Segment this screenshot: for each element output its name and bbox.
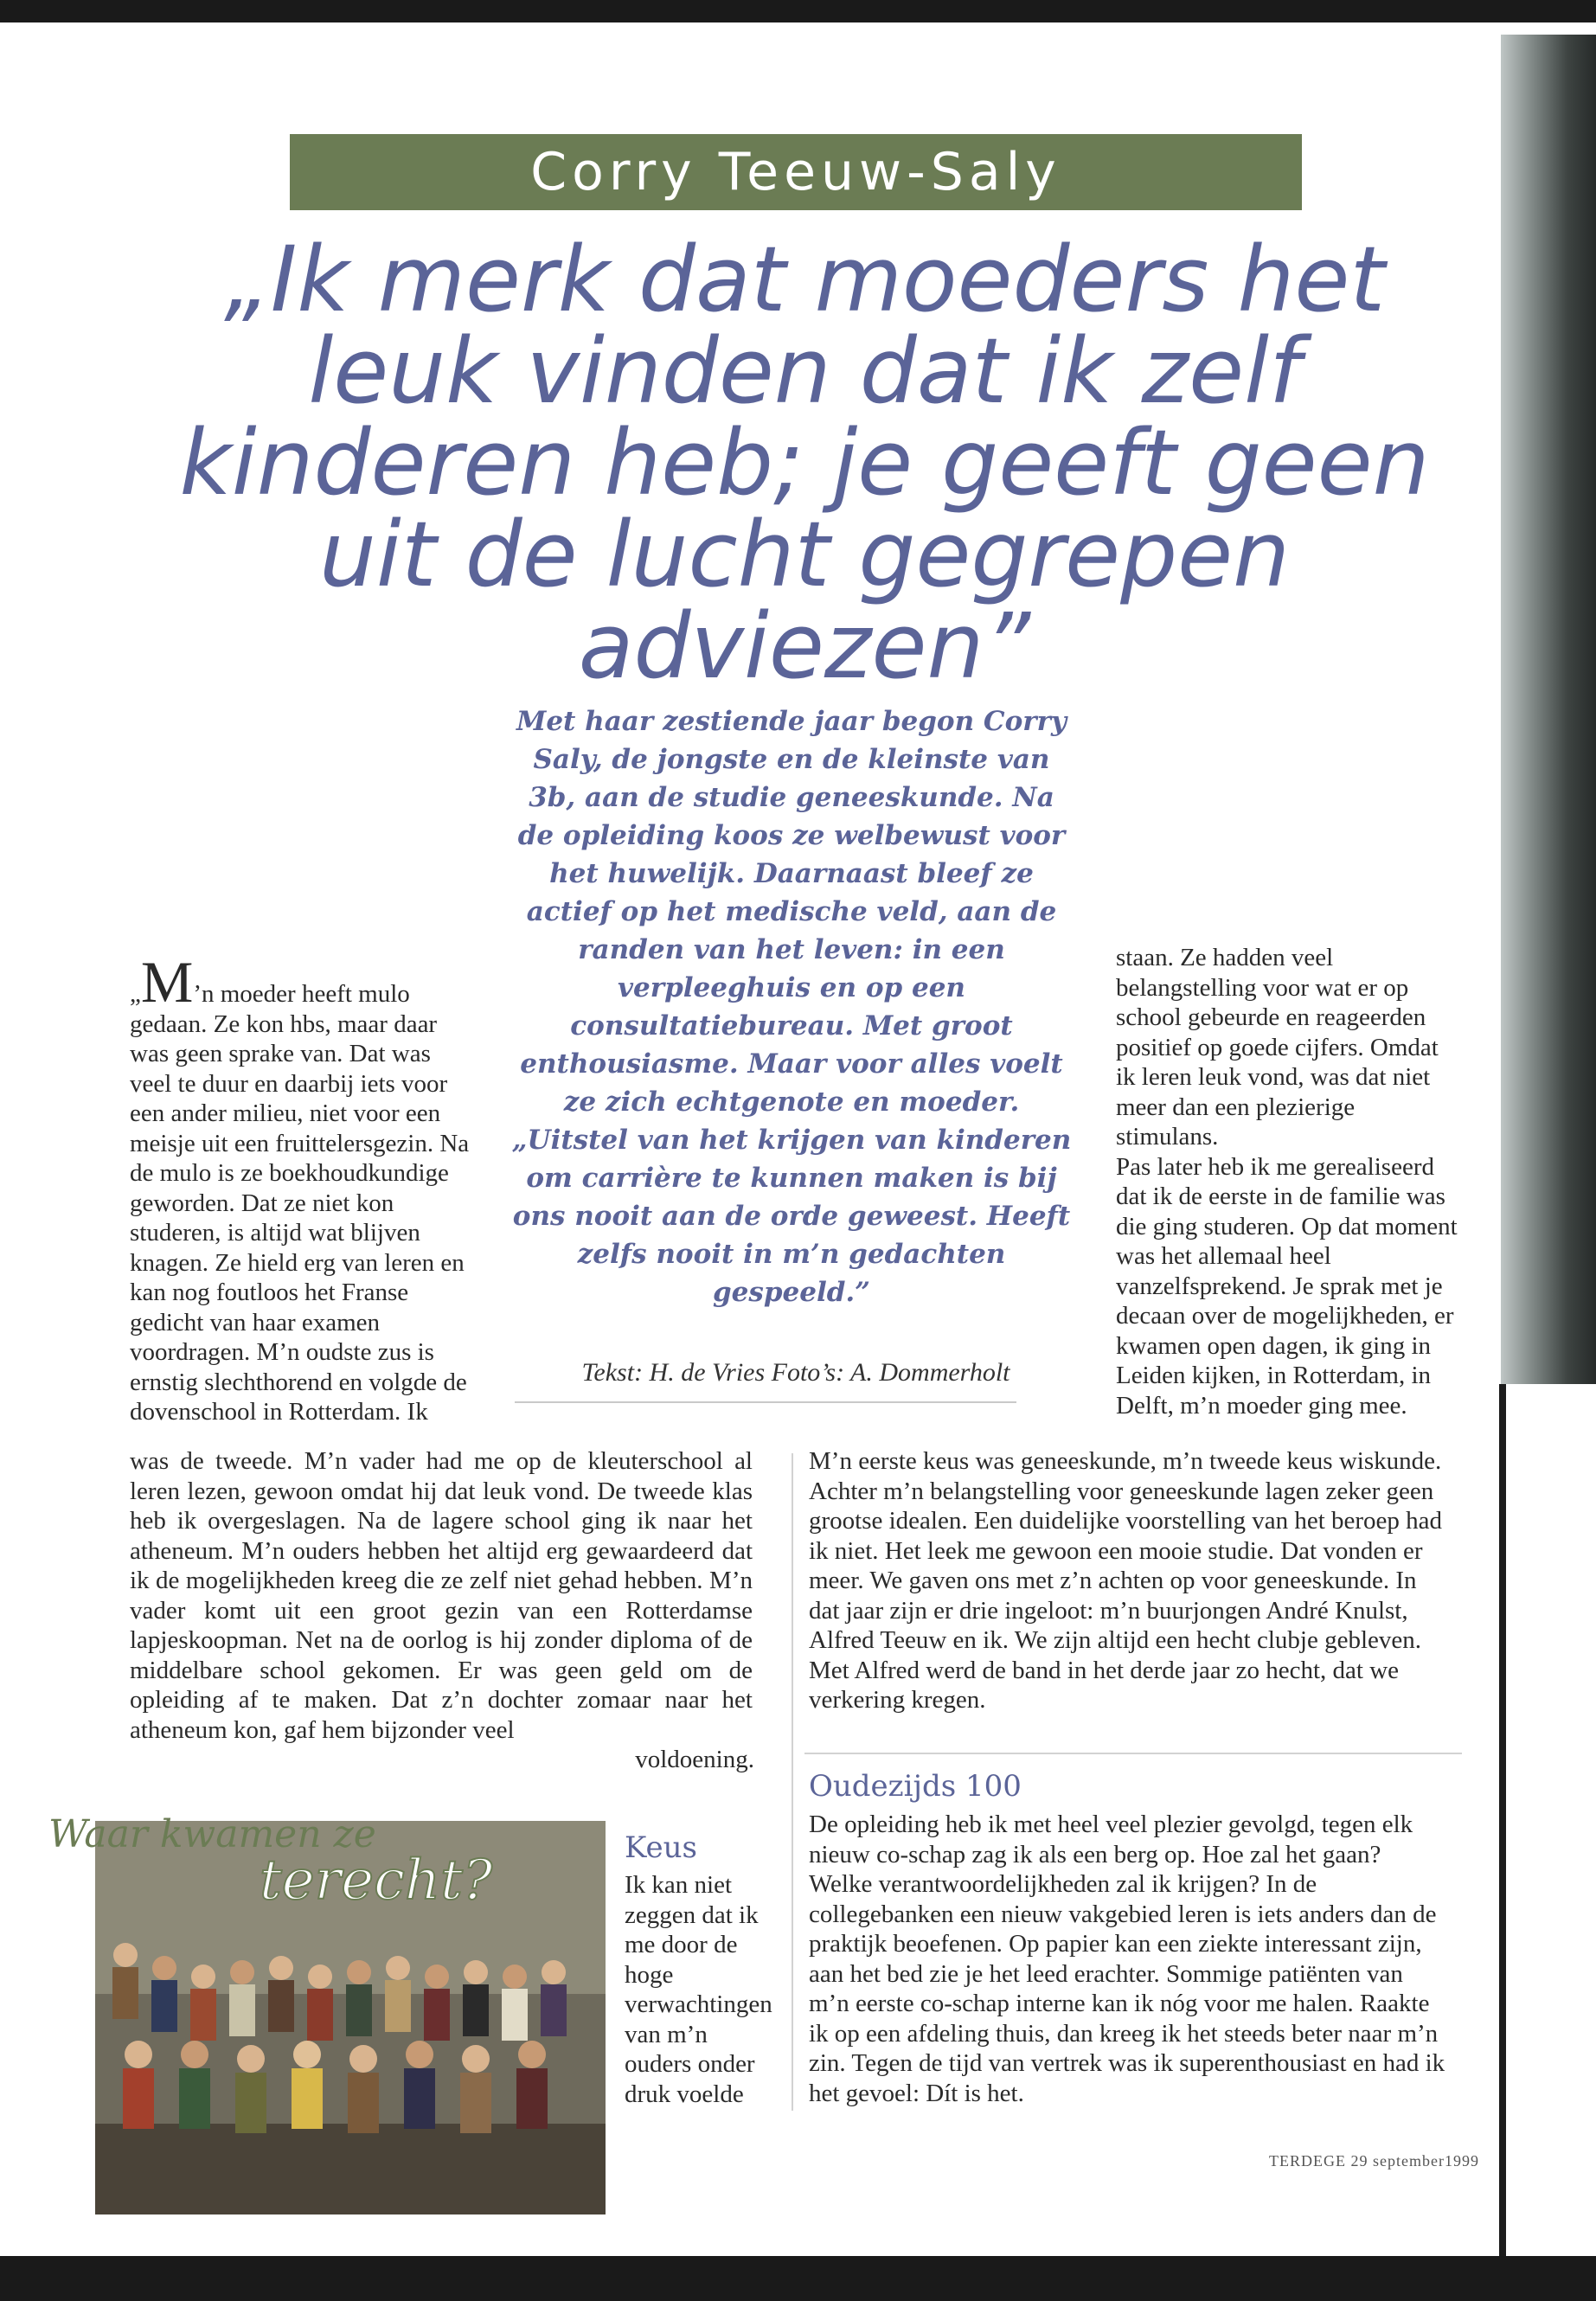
name-banner: Corry Teeuw-Saly [290, 134, 1302, 210]
body-column-1 [130, 949, 471, 1427]
body-column-1-continued: was de tweede. M’n vader had me op de kleuterschool al leren lezen, gewoon omdat hij dat leuk vond. De tweede klas heb ik overgeslagen. Na de lagere school ging ik naar het atheneum. M’n ouders hebben het altijd erg gewaardeerd dat ik de mogelijkheden kreeg die ze zelf niet gehad hebben. M’n vader komt uit een groot gezin van een Rotterdamse lapjeskoopman. Net na de oorlog is hij zonder diploma of de middelbare school gekomen. Er was geen geld om de opleiding af te maken. Dat z’n dochter zomaar naar het atheneum kon, gaf hem bijzonder veel [130, 1447, 753, 1744]
photo-caption-line-1: Waar kwamen ze [48, 1812, 376, 1856]
dropcap-letter: M [140, 949, 194, 1015]
body-column-1-text: ’n moeder heeft mulo gedaan. Ze kon hbs, maar daar was geen sprake van. Dat was veel te duur en daarbij iets voor een ander milieu, niet voor een meisje uit een fruittelersgezin. Na de mulo is ze boekhoudkundige geworden. Dat ze niet kon studeren, is altijd wat blijven knagen. Ze hield erg van leren en kan nog foutloos het Franse gedicht van haar examen voordragen. M’n oudste zus is ernstig slechthorend en volgde de dovenschool in Rotterdam. Ik [130, 980, 470, 1426]
oudezijds-text: De opleiding heb ik met heel veel plezier gevolgd, tegen elk nieuw co-schap zag ik als een berg op. Hoe zal het gaan? Welke verantwoordelijkheden zal ik krijgen? In de collegebanken een nieuw vakgebied leren is iets anders dan de praktijk beoefenen. Op papier kan een ziekte interessant zijn, aan het bed zie je het leed erachter. Sommige patiënten van m’n eerste co-schap interne kan ik nóg voor me halen. Raakte ik op een afdeling thuis, dan kreeg ik het steeds beter naar m’n zin. Tegen de tijd van vertrek was ik superenthousiast en had ik het gevoel: Dít is het. [809, 1811, 1445, 2107]
section-rule [804, 1753, 1462, 1754]
dropcap-quote: „ [130, 980, 141, 1008]
body-column-3-para-1: staan. Ze hadden veel belangstelling voor wat er op school gebeurde en reageerden positief op goede cijfers. Omdat ik leren leuk vond, was dat niet meer dan een plezierige stimulans. [1116, 944, 1439, 1150]
keus-text: Ik kan niet zeggen dat ik me door de hoge verwachtingen van m’n ouders onder druk voelde [625, 1871, 772, 2108]
lead-paragraph: Met haar zestiende jaar begon Corry Saly, de jongste en de kleinste van 3b, aan de studie geneeskunde. Na de opleiding koos ze welbewust voor het huwelijk. Daarnaast bleef ze actief op het medische veld, aan de randen van het leven: in een verpleeghuis en op een consultatiebureau. Met groot enthousiasme. Maar voor alles voelt ze zich echtgenote en moeder. „Uitstel van het krijgen van kinderen om carrière te kunnen maken is bij ons nooit aan de orde geweest. Heeft zelfs nooit in m’n gedachten gespeeld.” [511, 706, 1072, 1308]
body-column-1-end: voldoening. [635, 1746, 754, 1773]
photo-floor [95, 2124, 606, 2214]
right-edge-line [1499, 1384, 1506, 2256]
bottom-border [0, 2256, 1596, 2301]
body-column-3 [1116, 943, 1458, 1420]
subheading-keus: Keus [625, 1830, 697, 1865]
body-column-2: M’n eerste keus was geneeskunde, m’n tweede keus wiskunde. Achter m’n belangstelling voor geneeskunde lagen zeker geen grootse idealen. Een duidelijke voorstelling van het beroep had ik niet. Het leek me gewoon een mooie studie. Dat vonden er meer. We gaven ons met z’n achten op voor geneeskunde. In dat jaar zijn er drie ingeloot: m’n buurjongen André Knulst, Alfred Teeuw en ik. We zijn altijd een hecht clubje gebleven. Met Alfred werd de band in het derde jaar zo hecht, dat we verkering kregen. [809, 1447, 1443, 1714]
class-photo [43, 1795, 606, 2214]
photo-caption-line-2: terecht? [260, 1849, 493, 1913]
credits: Tekst: H. de Vries Foto’s: A. Dommerholt [581, 1358, 1010, 1387]
column-divider [792, 1453, 793, 2111]
credits-rule [515, 1401, 1016, 1403]
body-column-3-para-2: Pas later heb ik me gerealiseerd dat ik de eerste in de familie was die ging studeren. Op dat moment was het allemaal heel vanzelfsprekend. Je sprak met je decaan over de mogelijkheden, er kwamen open dagen, ik ging in Leiden kijken, in Rotterdam, in Delft, m’n moeder ging mee. [1116, 1152, 1458, 1420]
top-border [0, 0, 1596, 22]
right-edge-shade [1501, 35, 1596, 1384]
headline-quote: „Ik merk dat moeders het leuk vinden dat ik zelf kinderen heb; je geeft geen uit de lucht gegrepen adviezen” [179, 227, 1430, 699]
subheading-oudezijds: Oudezijds 100 [809, 1769, 1022, 1804]
page-footer: TERDEGE 29 september1999 [1269, 2152, 1479, 2170]
